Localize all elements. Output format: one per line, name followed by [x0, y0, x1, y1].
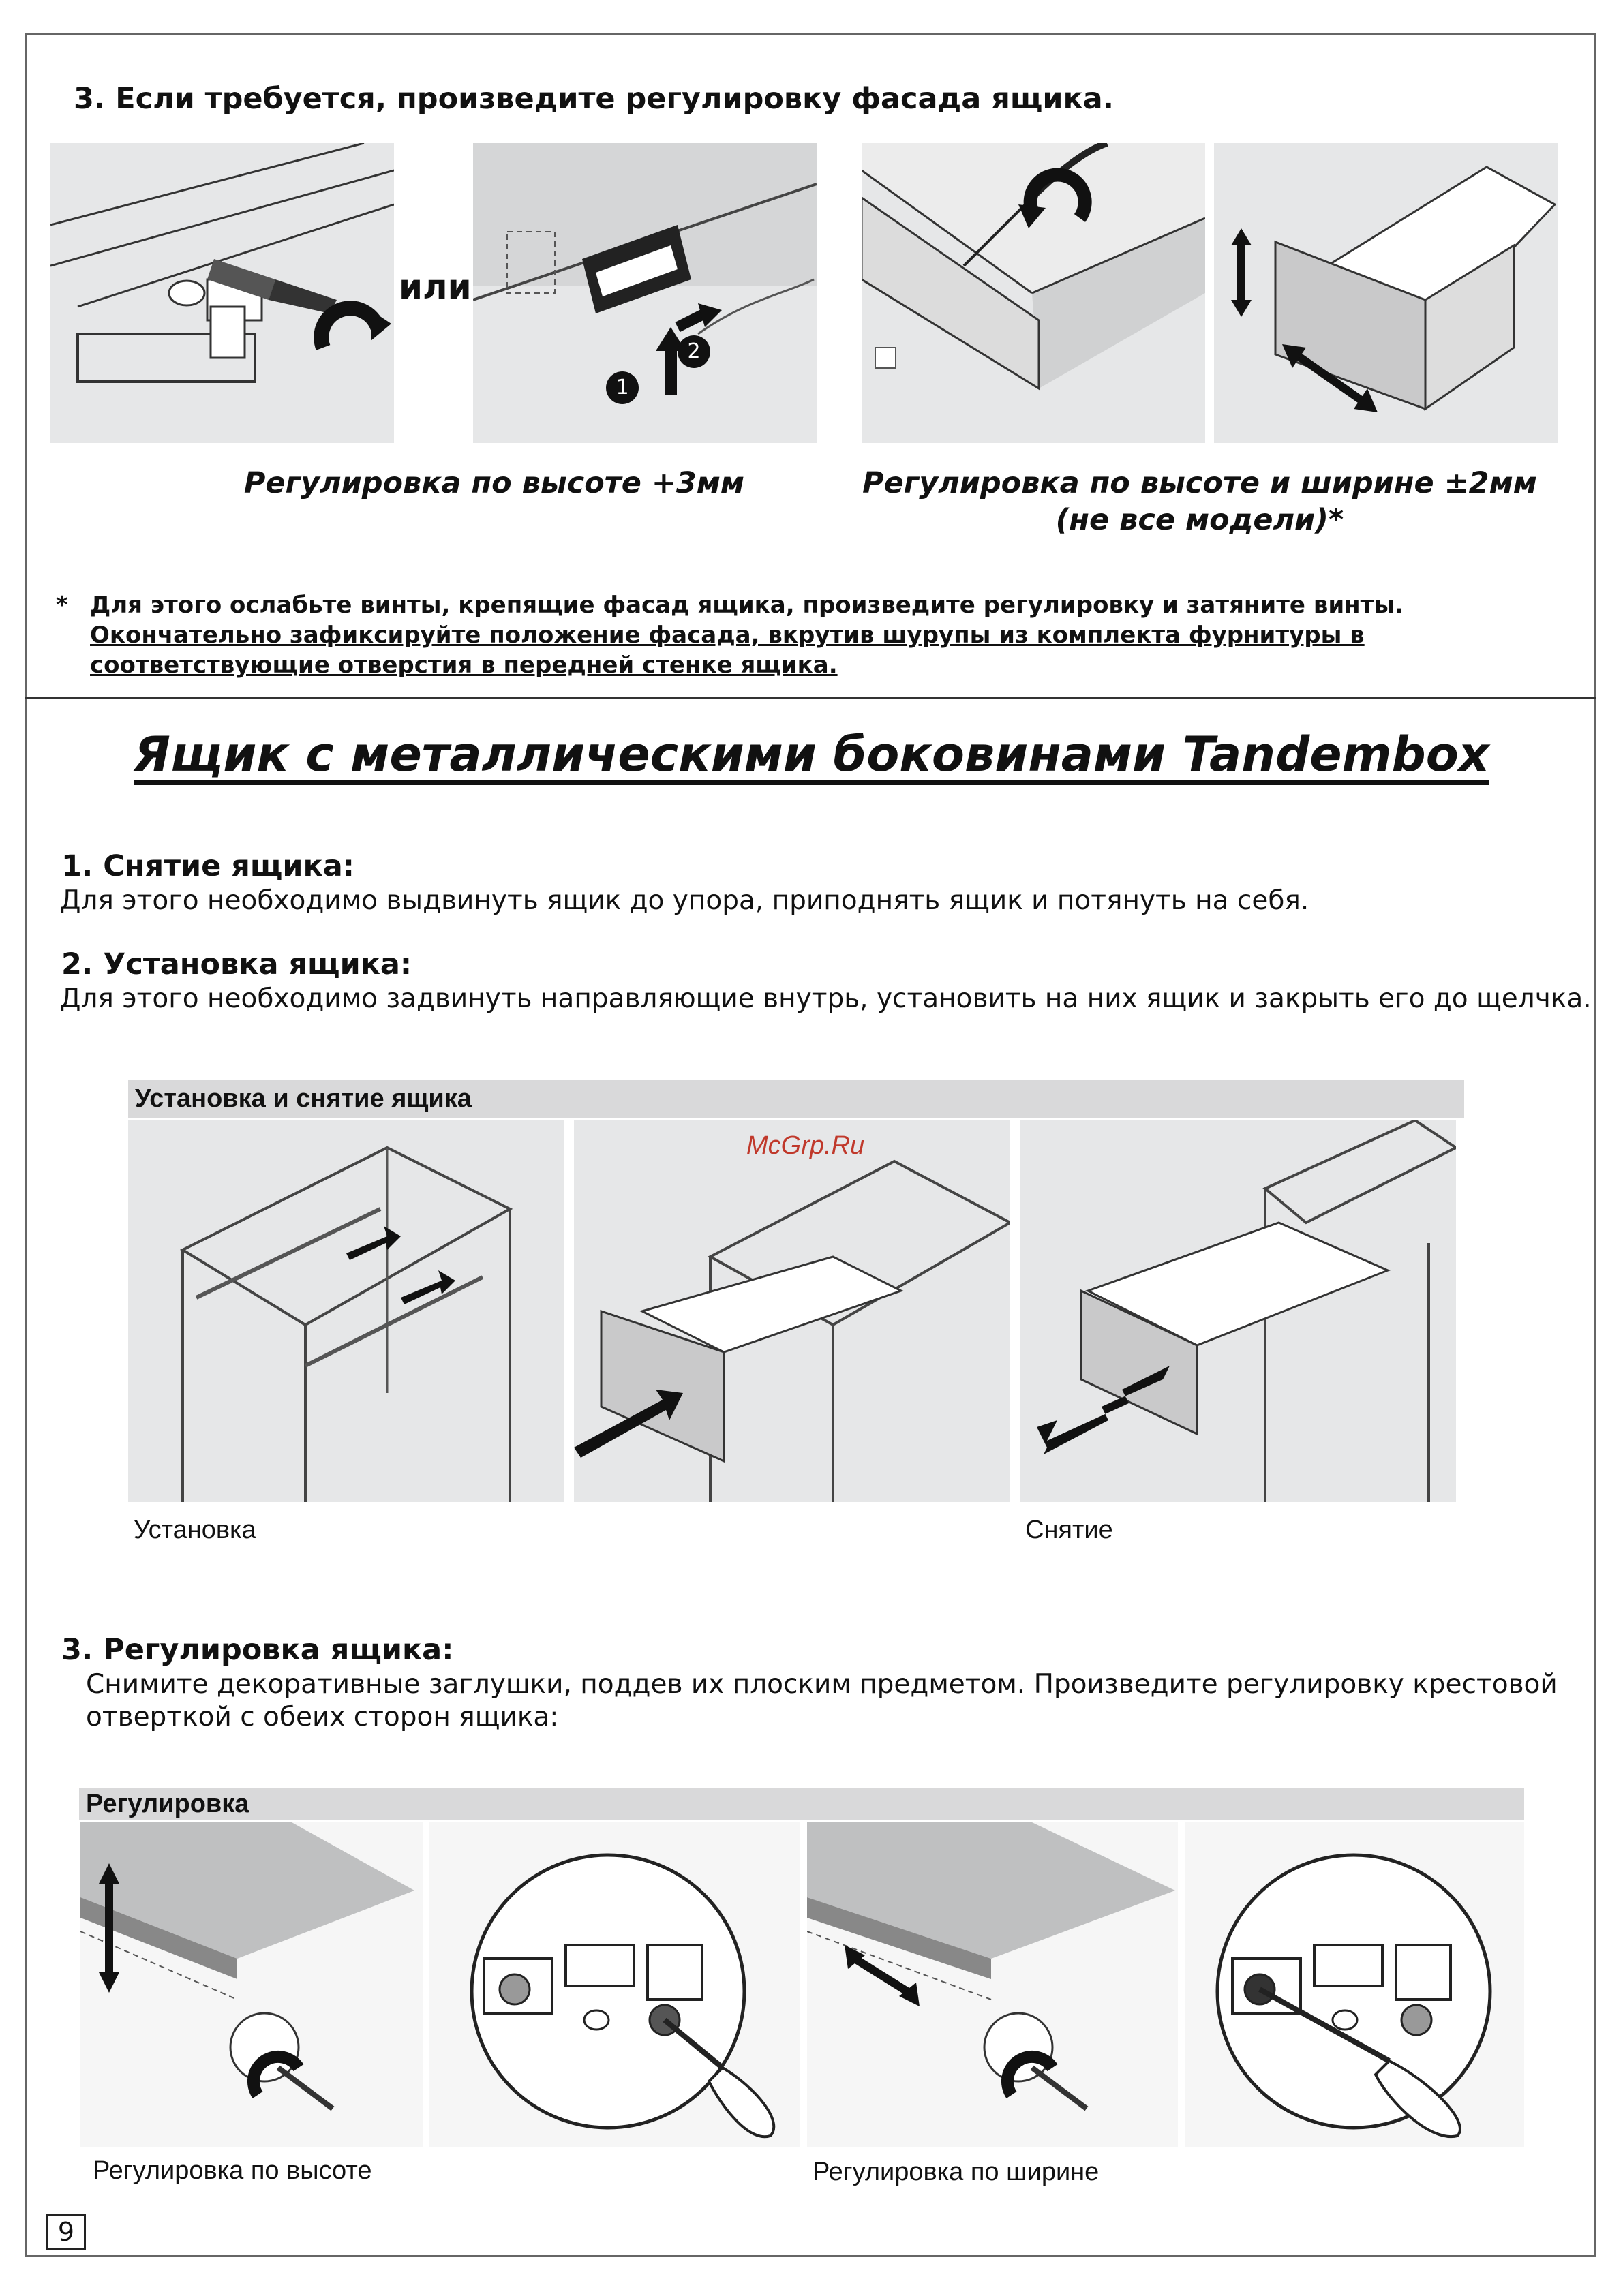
figure-insert-drawer — [574, 1120, 1010, 1502]
footnote-line-3: соответствующие отверстия в передней стенке ящика. — [90, 652, 838, 679]
caption-height-width-2mm: Регулировка по высоте и ширине ±2мм — [862, 466, 1537, 500]
figure-front-screwdriver — [862, 143, 1205, 443]
footnote-star: * — [56, 592, 68, 619]
or-label: или — [399, 267, 472, 307]
footnote-line-2: Окончательно зафиксируйте положение фасада, вкрутив шурупы из комплекта фурнитуры в — [90, 622, 1365, 649]
install-figure-bar: Установка и снятие ящика — [128, 1080, 1464, 1118]
watermark: McGrp.Ru — [746, 1131, 865, 1160]
figure-drawer-front-arrows — [1214, 143, 1558, 443]
step1-text: Для этого необходимо выдвинуть ящик до упора, приподнять ящик и потянуть на себя. — [60, 885, 1309, 916]
figure-height-detail — [429, 1822, 800, 2147]
step2-text: Для этого необходимо задвинуть направляющие внутрь, установить на них ящик и закрыть его до щелчка. — [60, 983, 1592, 1014]
caption-remove: Снятие — [1025, 1516, 1113, 1544]
step-marker-1: 1 — [606, 371, 639, 404]
caption-install: Установка — [134, 1516, 256, 1544]
caption-height-adjust: Регулировка по высоте — [93, 2156, 372, 2185]
step3-text-line-1: Снимите декоративные заглушки, поддев их плоским предметом. Произведите регулировку крестовой — [86, 1669, 1558, 1700]
caption-not-all-models: (не все модели)* — [1055, 503, 1344, 537]
figure-width-detail — [1185, 1822, 1524, 2147]
figure-width-adjust — [807, 1822, 1178, 2147]
page-number: 9 — [46, 2214, 86, 2250]
figure-height-adjust — [80, 1822, 423, 2147]
section-divider — [25, 697, 1596, 699]
tandembox-title: Ящик с металлическими боковинами Tandembox — [134, 726, 1489, 782]
step-marker-2: 2 — [678, 335, 710, 368]
figure-cam-adjust — [50, 143, 394, 443]
figure-install-cabinet — [128, 1120, 564, 1502]
figure-remove-drawer — [1020, 1120, 1456, 1502]
figure-clip-adjust — [473, 143, 817, 443]
step1-heading: 1. Снятие ящика: — [61, 849, 354, 883]
step3-heading: 3. Регулировка ящика: — [61, 1633, 454, 1667]
caption-width-adjust: Регулировка по ширине — [813, 2158, 1099, 2186]
caption-height-3mm: Регулировка по высоте +3мм — [243, 466, 745, 500]
step3-text-line-2: отверткой с обеих сторон ящика: — [86, 1702, 559, 1732]
front-adjust-heading: 3. Если требуется, произведите регулировку фасада ящика. — [74, 82, 1114, 116]
step2-heading: 2. Установка ящика: — [61, 947, 412, 981]
footnote-line-1: Для этого ослабьте винты, крепящие фасад ящика, произведите регулировку и затяните винты. — [90, 592, 1404, 619]
adjust-figure-bar: Регулировка — [79, 1788, 1524, 1820]
